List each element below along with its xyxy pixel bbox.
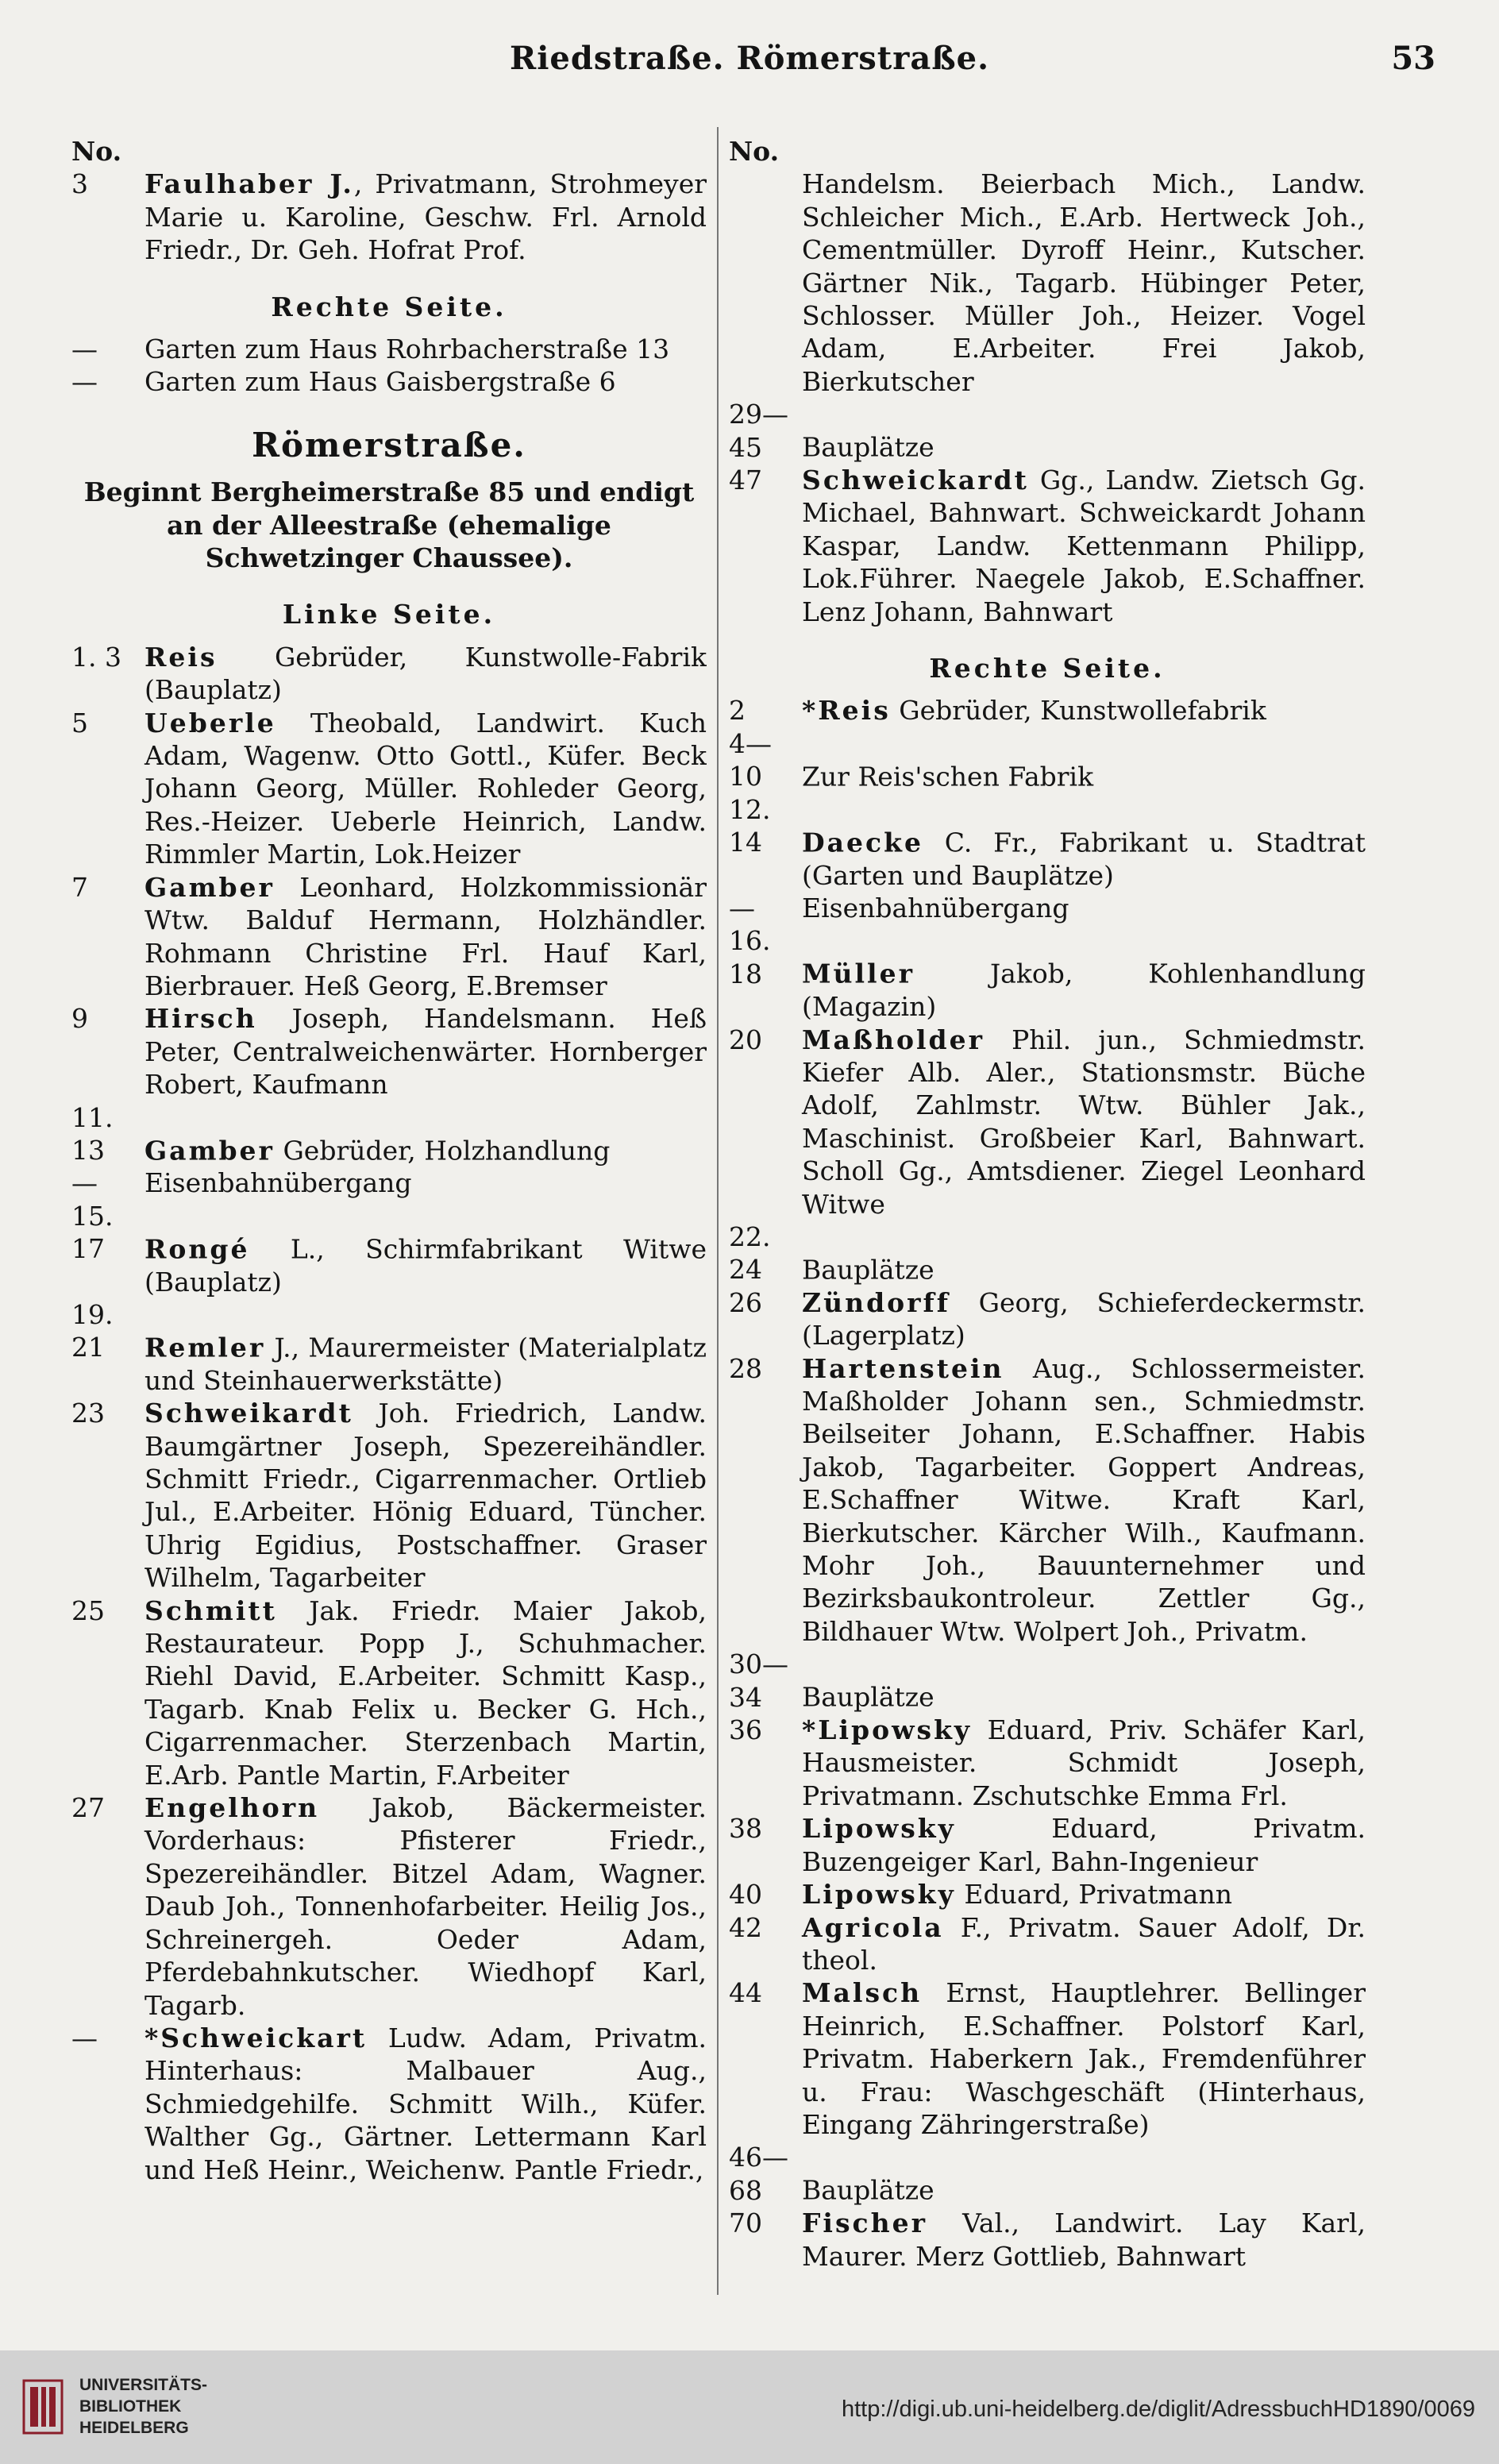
house-number: 29—45: [729, 399, 788, 463]
street-description: Beginnt Bergheimerstraße 85 und endigt an der Alleestraße (ehemalige Schwetzinger Chaussee).: [83, 476, 695, 574]
resident-name: Daecke: [802, 827, 923, 858]
resident-name: Lipowsky: [802, 1813, 956, 1845]
entry-text: Garten zum Haus Rohrbacherstraße 13: [145, 334, 670, 365]
viewer-footer: [0, 2350, 1499, 2464]
directory-entry: [71, 641, 707, 707]
resident-name: Agricola: [802, 1911, 944, 1943]
directory-entry: [729, 168, 1366, 398]
section-heading-rechte-seite: Rechte Seite.: [271, 291, 507, 322]
library-logo-icon: [22, 2379, 64, 2435]
top-entries: [71, 168, 707, 266]
column-no-label: No.: [729, 136, 780, 167]
column-divider: [717, 127, 719, 2295]
directory-entry: [729, 1812, 1366, 1878]
house-number: 28: [729, 1352, 762, 1384]
entry-text: Georg, Schieferdeckermstr. (Lagerplatz): [802, 1286, 1366, 1352]
library-name-line: UNIVERSITÄTS-: [79, 2376, 208, 2394]
entry-text: Jakob, Kohlenhandlung (Magazin): [802, 958, 1366, 1023]
directory-entry: [71, 1200, 707, 1298]
resident-name: Remler: [145, 1332, 266, 1363]
entry-text: Bauplätze: [802, 1681, 934, 1713]
entry-text: Phil. jun., Schmiedmstr. Kiefer Alb. Aler., Stationsmstr. Büche Adolf, Zahlmstr. Wtw. Bühler Jak., Maschinist. Großbeier Karl, Bahnwart. Scholl Gg., Amtsdiener. Ziegel Leonhard Witwe: [802, 1024, 1366, 1220]
rechte-seite-entries: [729, 694, 1366, 2273]
directory-entry: [71, 1298, 707, 1397]
street-title: Römerstraße.: [252, 425, 526, 465]
directory-entry: [71, 333, 707, 365]
library-name-line: HEIDELBERG: [79, 2419, 189, 2437]
entry-text: Gebrüder, Holzhandlung: [274, 1134, 611, 1166]
house-number: —: [729, 892, 755, 924]
entry-text: Joh. Friedrich, Landw. Baumgärtner Joseph, Spezereihändler. Schmitt Friedr., Cigarrenmacher. Ortlieb Jul., E.Arbeiter. Hönig Eduard, Tüncher. Uhrig Egidius, Postschaffner. Graser Wilhelm, Tagarbeiter: [145, 1398, 707, 1594]
entry-text: Garten zum Haus Gaisbergstraße 6: [145, 366, 616, 398]
house-number: 20: [729, 1024, 762, 1055]
house-number: —: [71, 366, 98, 398]
rechte-seite-entries: [71, 333, 707, 399]
directory-entry: [729, 1911, 1366, 1977]
house-number: 27: [71, 1792, 105, 1824]
directory-entry: [729, 464, 1366, 628]
house-number: 12. 14: [729, 793, 771, 858]
house-number: —: [71, 334, 98, 365]
directory-entry: [729, 2207, 1366, 2273]
directory-entry: [729, 924, 1366, 1023]
house-number: 70: [729, 2208, 762, 2239]
entry-text: Eduard, Priv. Schäfer Karl, Hausmeister. Schmidt Joseph, Privatmann. Zschutschke Emma Frl.: [802, 1714, 1366, 1811]
resident-name: *Reis: [802, 695, 891, 727]
house-number: 16. 18: [729, 925, 771, 989]
directory-entry: [729, 2141, 1366, 2207]
resident-name: Hartenstein: [802, 1352, 1004, 1384]
directory-entry: [729, 1648, 1366, 1714]
linke-seite-entries: [71, 641, 707, 2186]
page-number: 53: [1391, 40, 1435, 77]
entry-text: Theobald, Landwirt. Kuch Adam, Wagenw. Otto Gottl., Küfer. Beck Johann Georg, Müller. Rohleder Georg, Res.-Heizer. Ueberle Heinrich, Landw. Rimmler Martin, Lok.Heizer: [145, 707, 707, 870]
house-number: —: [71, 1167, 98, 1199]
entry-text: Bauplätze: [802, 2174, 934, 2206]
directory-entry: [729, 1878, 1366, 1911]
entry-text: Zur Reis'schen Fabrik: [802, 761, 1094, 792]
directory-entry: [729, 1714, 1366, 1812]
directory-entry: [71, 168, 707, 266]
directory-entry: [71, 2022, 707, 2186]
directory-entry: [729, 1286, 1366, 1352]
house-number: 26: [729, 1286, 762, 1318]
entry-text: Eisenbahnübergang: [802, 892, 1069, 924]
directory-entry: [729, 892, 1366, 924]
house-number: 22. 24: [729, 1220, 771, 1286]
entry-text: , Privatmann, Strohmeyer Marie u. Karoline, Geschw. Frl. Arnold Friedr., Dr. Geh. Hofrat Prof.: [145, 168, 707, 266]
house-number: 38: [729, 1813, 762, 1845]
house-number: 30—34: [729, 1648, 788, 1713]
resident-name: Müller: [802, 958, 915, 989]
directory-entry: [71, 1166, 707, 1199]
section-heading-rechte-seite: Rechte Seite.: [929, 653, 1166, 684]
directory-entry: [729, 1220, 1366, 1286]
directory-entry: [71, 707, 707, 871]
entry-text: F., Privatm. Sauer Adolf, Dr. theol.: [802, 1911, 1366, 1976]
directory-entry: [729, 1352, 1366, 1648]
entry-text: Gebrüder, Kunstwollefabrik: [890, 695, 1266, 727]
house-number: 2: [729, 695, 746, 727]
entry-text: J., Maurermeister (Materialplatz und Steinhauerwerkstätte): [145, 1332, 707, 1396]
entry-text: Eisenbahnübergang: [145, 1167, 412, 1199]
entry-text: Handelsm. Beierbach Mich., Landw. Schleicher Mich., E.Arb. Hertweck Joh., Cementmüller. Dyroff Heinr., Kutscher. Gärtner Nik., Tagarb. Hübinger Peter, Schlosser. Müller Joh., Heizer. Vogel Adam, E.Arbeiter. Frei Jakob, Bierkutscher: [802, 168, 1366, 397]
directory-entry: [729, 793, 1366, 892]
directory-entry: [71, 1791, 707, 2022]
directory-entry: [71, 871, 707, 1003]
library-name: [79, 2374, 207, 2439]
directory-entry: [729, 1976, 1366, 2141]
house-number: 7: [71, 871, 88, 903]
house-number: 1. 3: [71, 641, 121, 673]
house-number: 19. 21: [71, 1298, 114, 1363]
directory-entry: [71, 1101, 707, 1167]
entry-text: Bauplätze: [802, 1254, 934, 1286]
resident-name: Schweickardt: [802, 465, 1029, 496]
resident-name: Engelhorn: [145, 1792, 320, 1824]
directory-entry: [71, 1002, 707, 1101]
house-number: 44: [729, 1977, 762, 2009]
right-column: [729, 135, 1366, 2295]
directory-entry: [71, 365, 707, 398]
resident-name: Schmitt: [145, 1594, 277, 1626]
entry-text: C. Fr., Fabrikant u. Stadtrat (Garten und Bauplätze): [802, 827, 1366, 891]
resident-name: Malsch: [802, 1977, 923, 2009]
entry-text: Leonhard, Holzkommissionär Wtw. Balduf Hermann, Holzhändler. Rohmann Christine Frl. Hauf Karl, Bierbrauer. Heß Georg, E.Bremser: [145, 871, 707, 1001]
section-heading-linke-seite: Linke Seite.: [282, 599, 496, 630]
resident-name: Fischer: [802, 2208, 928, 2239]
page-title: Riedstraße. Römerstraße.: [509, 40, 990, 77]
house-number: 47: [729, 465, 762, 496]
directory-entry: [71, 1594, 707, 1791]
house-number: 42: [729, 1911, 762, 1943]
house-number: 15. 17: [71, 1200, 114, 1265]
library-name-line: BIBLIOTHEK: [79, 2397, 182, 2416]
directory-entry: [729, 1024, 1366, 1220]
entry-text: L., Schirmfabrikant Witwe (Bauplatz): [145, 1233, 707, 1298]
resident-name: Maßholder: [802, 1024, 985, 1055]
house-number: 5: [71, 707, 88, 738]
house-number: 3: [71, 168, 88, 200]
resident-name: Zündorff: [802, 1286, 950, 1318]
house-number: 11. 13: [71, 1101, 114, 1166]
directory-entry: [729, 398, 1366, 464]
entry-text: Eduard, Privatmann: [955, 1879, 1232, 1911]
resident-name: Gamber: [145, 1134, 275, 1166]
resident-name: *Schweickart: [145, 2022, 368, 2053]
column-no-label: No.: [71, 136, 122, 167]
resident-name: Hirsch: [145, 1003, 257, 1035]
resident-name: Schweikardt: [145, 1398, 353, 1429]
house-number: 23: [71, 1398, 105, 1429]
entry-text: Joseph, Handelsmann. Heß Peter, Centralweichenwärter. Hornberger Robert, Kaufmann: [145, 1003, 707, 1101]
house-number: 46—68: [729, 2142, 788, 2206]
house-number: 4—10: [729, 727, 772, 792]
entry-text: Gg., Landw. Zietsch Gg. Michael, Bahnwart. Schweickardt Johann Kaspar, Landw. Kettenmann Philipp, Lok.Führer. Naegele Jakob, E.Schaffner. Lenz Johann, Bahnwart: [802, 465, 1366, 627]
directory-entry: [71, 1397, 707, 1594]
resident-name: Reis: [145, 641, 218, 673]
entry-text: Jak. Friedr. Maier Jakob, Restaurateur. Popp J., Schuhmacher. Riehl David, E.Arbeiter. Schmitt Kasp., Tagarb. Knab Felix u. Becker G. Hch., Cigarrenmacher. Sterzenbach Martin, E.Arb. Pantle Martin, F.Arbeiter: [145, 1594, 707, 1791]
entry-text: Eduard, Privatm. Buzengeiger Karl, Bahn-Ingenieur: [802, 1813, 1366, 1877]
continued-entries: [729, 168, 1366, 628]
left-column: [71, 135, 707, 2295]
entry-text: Bauplätze: [802, 431, 934, 463]
house-number: —: [71, 2022, 98, 2053]
directory-entry: [729, 727, 1366, 793]
house-number: 40: [729, 1879, 762, 1911]
entry-text: Ludw. Adam, Privatm. Hinterhaus: Malbauer Aug., Schmiedgehilfe. Schmitt Wilh., Küfer. Walther Gg., Gärtner. Lettermann Karl und Heß Heinr., Weichenw. Pantle Friedr.,: [145, 2022, 707, 2185]
source-url-link[interactable]: http://digi.ub.uni-heidelberg.de/diglit/AdressbuchHD1890/0069: [841, 2397, 1475, 2422]
house-number: 36: [729, 1714, 762, 1746]
resident-name: Lipowsky: [802, 1879, 956, 1911]
entry-text: Gebrüder, Kunstwolle-Fabrik (Bauplatz): [145, 641, 707, 706]
resident-name: Ueberle: [145, 707, 276, 738]
entry-text: Aug., Schlossermeister. Maßholder Johann sen., Schmiedmstr. Beilseiter Johann, E.Schaffner. Habis Jakob, Tagarbeiter. Goppert Andreas, E.Schaffner Witwe. Kraft Karl, Bierkutscher. Kärcher Wilh., Kaufmann. Mohr Joh., Bauunternehmer und Bezirksbaukontroleur. Zettler Gg., Bildhauer Wtw. Wolpert Joh., Privatm.: [802, 1352, 1366, 1647]
house-number: 9: [71, 1003, 88, 1035]
resident-name: Rongé: [145, 1233, 250, 1265]
entry-text: Jakob, Bäckermeister. Vorderhaus: Pfisterer Friedr., Spezereihändler. Bitzel Adam, Wagner. Daub Joh., Tonnenhofarbeiter. Heilig Jos., Schreinergeh. Oeder Adam, Pferdebahnkutscher. Wiedhopf Karl, Tagarb.: [145, 1792, 707, 2021]
entry-text: Val., Landwirt. Lay Karl, Maurer. Merz Gottlieb, Bahnwart: [802, 2208, 1366, 2272]
resident-name: Gamber: [145, 871, 275, 903]
entry-text: Ernst, Hauptlehrer. Bellinger Heinrich, E.Schaffner. Polstorf Karl, Privatm. Haberkern Jak., Fremdenführer u. Frau: Waschgeschäft (Hinterhaus, Eingang Zähringerstraße): [802, 1977, 1366, 2140]
directory-entry: [729, 694, 1366, 727]
resident-name: Faulhaber J.: [145, 168, 354, 200]
house-number: 25: [71, 1594, 105, 1626]
resident-name: *Lipowsky: [802, 1714, 973, 1746]
